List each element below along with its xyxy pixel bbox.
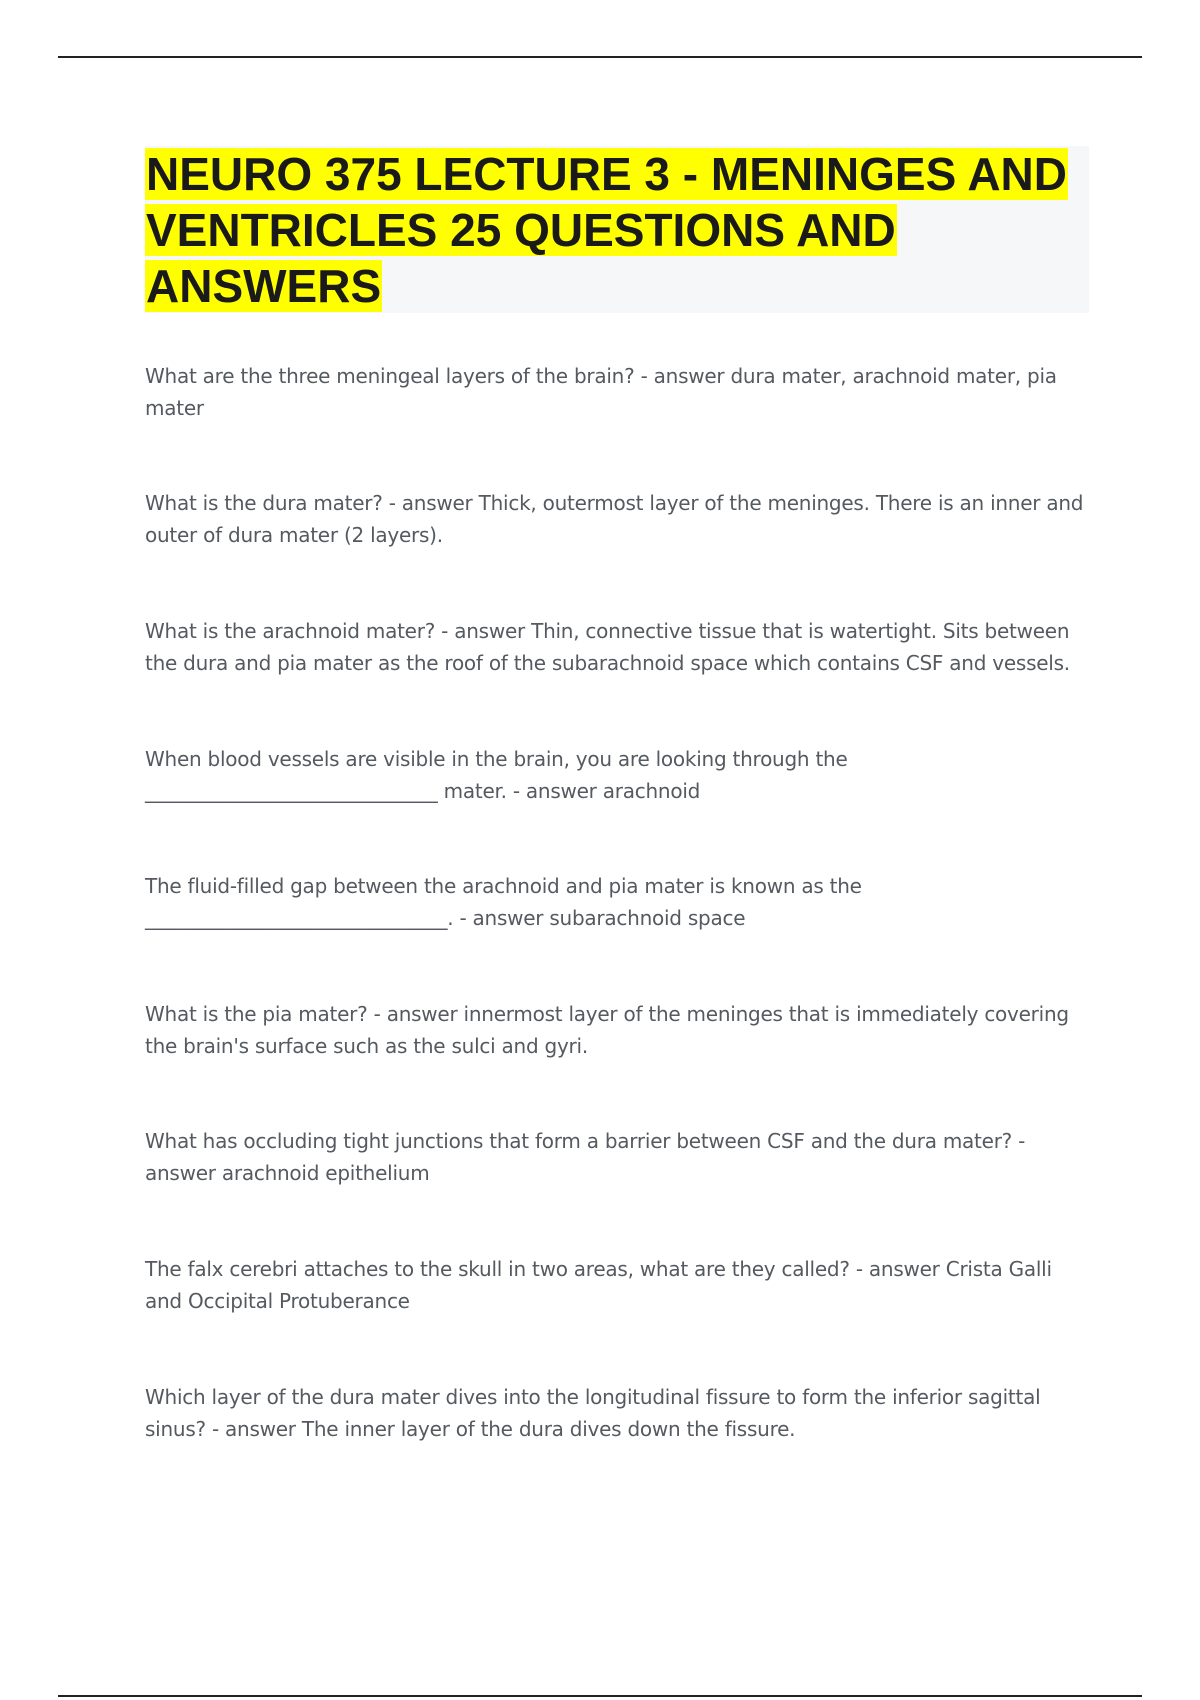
qa-item-6: What is the pia mater? - answer innermost layer of the meninges that is immediately covering the brain's surface such as the sulci and gyri. bbox=[145, 1002, 1069, 1058]
top-rule bbox=[58, 56, 1142, 58]
qa-item-8: The falx cerebri attaches to the skull in two areas, what are they called? - answer Crista Galli and Occipital Protuberance bbox=[145, 1257, 1052, 1313]
qa-item-2: What is the dura mater? - answer Thick, outermost layer of the meninges. There is an inner and outer of dura mater (2 layers). bbox=[145, 491, 1084, 547]
title-highlight: NEURO 375 LECTURE 3 - MENINGES AND VENTRICLES 25 QUESTIONS AND ANSWERS bbox=[146, 148, 1067, 312]
bottom-rule bbox=[58, 1695, 1142, 1697]
qa-item-4: When blood vessels are visible in the brain, you are looking through the ______________________________ mater. - answer arachnoid bbox=[145, 747, 848, 803]
qa-item-1: What are the three meningeal layers of the brain? - answer dura mater, arachnoid mater, pia mater bbox=[145, 364, 1057, 420]
document-title bbox=[145, 146, 1089, 314]
qa-item-9: Which layer of the dura mater dives into the longitudinal fissure to form the inferior sagittal sinus? - answer The inner layer of the dura dives down the fissure. bbox=[145, 1385, 1041, 1441]
title-block bbox=[145, 146, 1089, 313]
qa-item-7: What has occluding tight junctions that form a barrier between CSF and the dura mater? - answer arachnoid epithelium bbox=[145, 1129, 1026, 1185]
qa-item-3: What is the arachnoid mater? - answer Thin, connective tissue that is watertight. Sits between the dura and pia mater as the roof of the subarachnoid space which contains CSF and vessels. bbox=[145, 619, 1070, 675]
qa-item-5: The fluid-filled gap between the arachnoid and pia mater is known as the _______________________________. - answer subarachnoid space bbox=[145, 874, 862, 930]
